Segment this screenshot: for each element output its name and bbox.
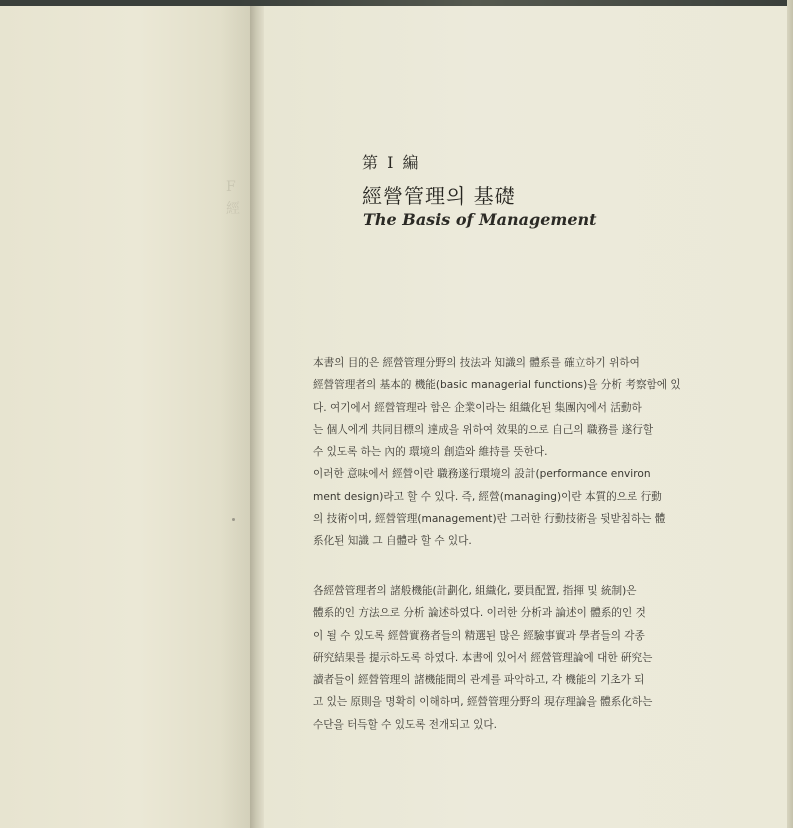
paper-speck [232,518,235,521]
text-line: 고 있는 原則을 명확히 이해하며, 經營管理分野의 現存理論을 體系化하는 [313,696,653,709]
part-subtitle: The Basis of Management [363,210,597,229]
text-line: 의 技術이며, 經營管理(management)란 그러한 行動技術을 뒷받침하는 體 [313,513,666,526]
text-line: 體系的인 方法으로 分析 論述하였다. 이러한 分析과 論述이 體系的인 것 [313,607,646,620]
text-line: 讀者들이 經營管理의 諸機能間의 관계를 파악하고, 각 機能의 기초가 되 [313,674,645,687]
left-page [0,0,250,828]
text-line: 各經營管理者의 諸般機能(計劃化, 組織化, 要員配置, 指揮 및 統制)은 [313,585,637,597]
top-edge [0,0,793,6]
text-line: 系化된 知識 그 自體라 할 수 있다. [313,535,472,548]
left-page-bleed-through [226,176,250,220]
text-line: 는 個人에게 共同目標의 達成을 위하여 效果的으로 自己의 職務를 遂行할 [313,423,654,436]
text-line: 수단을 터득할 수 있도록 전개되고 있다. [313,718,497,731]
intro-paragraph-2 [313,580,713,736]
text-line: 經營管理者의 基本的 機能(basic managerial functions)을 分析 考察함에 있 [313,379,681,392]
part-title: 經營管理의 基礎 [362,184,516,208]
right-edge [787,0,793,828]
text-line: 다. 여기에서 經營管理라 함은 企業이라는 組織化된 集團內에서 活動하 [313,401,642,414]
part-number: 第 I 編 [362,153,421,172]
bleed-char: 經 [226,201,240,217]
text-line: 수 있도록 하는 內的 環境의 創造와 維持를 뜻한다. [313,446,548,459]
bleed-char: F [226,179,236,195]
intro-paragraph-1 [313,352,713,553]
text-line: 硏究結果를 提示하도록 하였다. 本書에 있어서 經營管理論에 대한 硏究는 [313,651,653,664]
book-gutter [250,0,264,828]
text-line: 이 될 수 있도록 經營實務者들의 精選된 많은 經驗事實과 學者들의 각종 [313,629,645,642]
text-line: 本書의 目的은 經營管理分野의 技法과 知識의 體系를 確立하기 위하여 [313,357,640,369]
text-line: 이러한 意味에서 經營이란 職務遂行環境의 設計(performance environ [313,468,651,481]
text-line: ment design)라고 할 수 있다. 즉, 經營(managing)이란 本質的으로 行動 [313,490,662,503]
